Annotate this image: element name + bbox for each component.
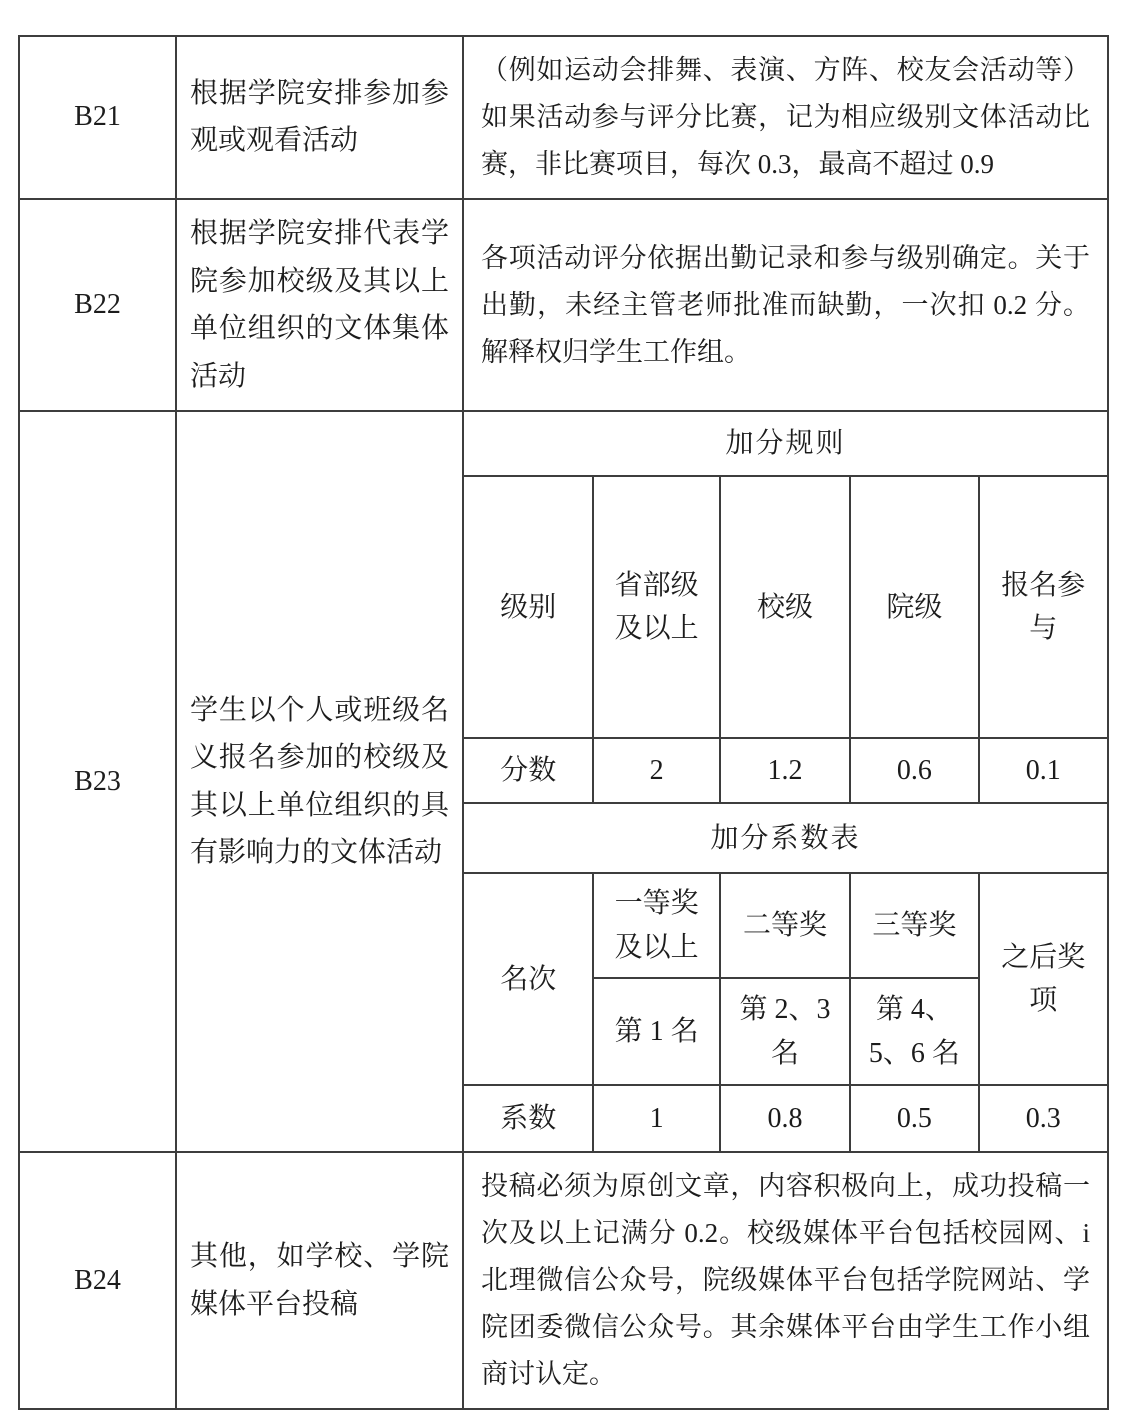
score-label: 分数: [464, 738, 593, 803]
item-code: B23: [19, 411, 176, 1152]
item-description: 学生以个人或班级名义报名参加的校级及其以上单位组织的具有影响力的文体活动: [176, 411, 463, 1152]
item-description: 根据学院安排参加参观或观看活动: [176, 36, 463, 199]
bonus-rules-title: 加分规则: [464, 412, 1107, 476]
coefficient-row: [464, 1085, 1107, 1151]
score-college: 0.6: [850, 738, 978, 803]
coef-first: 1: [593, 1085, 719, 1151]
item-description: 其他，如学校、学院媒体平台投稿: [176, 1152, 463, 1409]
table-row-b24: [19, 1152, 1108, 1409]
score-signup: 0.1: [979, 738, 1107, 803]
prize-header-row: [464, 873, 1107, 978]
item-code: B22: [19, 199, 176, 411]
coefficient-label: 系数: [464, 1085, 593, 1151]
score-provincial: 2: [593, 738, 719, 803]
prize-second: 二等奖: [720, 873, 850, 978]
rank-second-third: 第 2、3 名: [720, 978, 850, 1085]
level-header-row: [464, 476, 1107, 738]
level-college: 院级: [850, 476, 978, 738]
prize-after-label: 之后奖项: [979, 873, 1107, 1085]
item-detail: 各项活动评分依据出勤记录和参与级别确定。关于出勤，未经主管老师批准而缺勤，一次扣 0.2 分。解释权归学生工作组。: [463, 199, 1108, 411]
prize-third: 三等奖: [850, 873, 978, 978]
nested-rules-cell: [463, 411, 1108, 1152]
bonus-rules-table: [464, 412, 1107, 1151]
table-row-b23: [19, 411, 1108, 1152]
coef-after: 0.3: [979, 1085, 1107, 1151]
item-code: B21: [19, 36, 176, 199]
level-label: 级别: [464, 476, 593, 738]
bonus-rules-title-row: [464, 412, 1107, 476]
score-row: [464, 738, 1107, 803]
rank-fourth-sixth: 第 4、5、6 名: [850, 978, 978, 1085]
item-detail: （例如运动会排舞、表演、方阵、校友会活动等）如果活动参与评分比赛，记为相应级别文体活动比赛，非比赛项目，每次 0.3，最高不超过 0.9: [463, 36, 1108, 199]
item-code: B24: [19, 1152, 176, 1409]
scoring-rules-table: [18, 35, 1109, 1410]
rank-label: 名次: [464, 873, 593, 1085]
level-signup: 报名参与: [979, 476, 1107, 738]
table-row-b21: [19, 36, 1108, 199]
coef-third: 0.5: [850, 1085, 978, 1151]
coefficient-table-title: 加分系数表: [464, 803, 1107, 873]
coefficient-title-row: [464, 803, 1107, 873]
score-school: 1.2: [720, 738, 850, 803]
item-detail: 投稿必须为原创文章，内容积极向上，成功投稿一次及以上记满分 0.2。校级媒体平台包括校园网、i 北理微信公众号，院级媒体平台包括学院网站、学院团委微信公众号。其余媒体平台由学生工作小组商讨认定。: [463, 1152, 1108, 1409]
coef-second: 0.8: [720, 1085, 850, 1151]
rank-first: 第 1 名: [593, 978, 719, 1085]
table-row-b22: [19, 199, 1108, 411]
item-description: 根据学院安排代表学院参加校级及其以上单位组织的文体集体活动: [176, 199, 463, 411]
level-school: 校级: [720, 476, 850, 738]
level-provincial: 省部级及以上: [593, 476, 719, 738]
prize-first: 一等奖及以上: [593, 873, 719, 978]
